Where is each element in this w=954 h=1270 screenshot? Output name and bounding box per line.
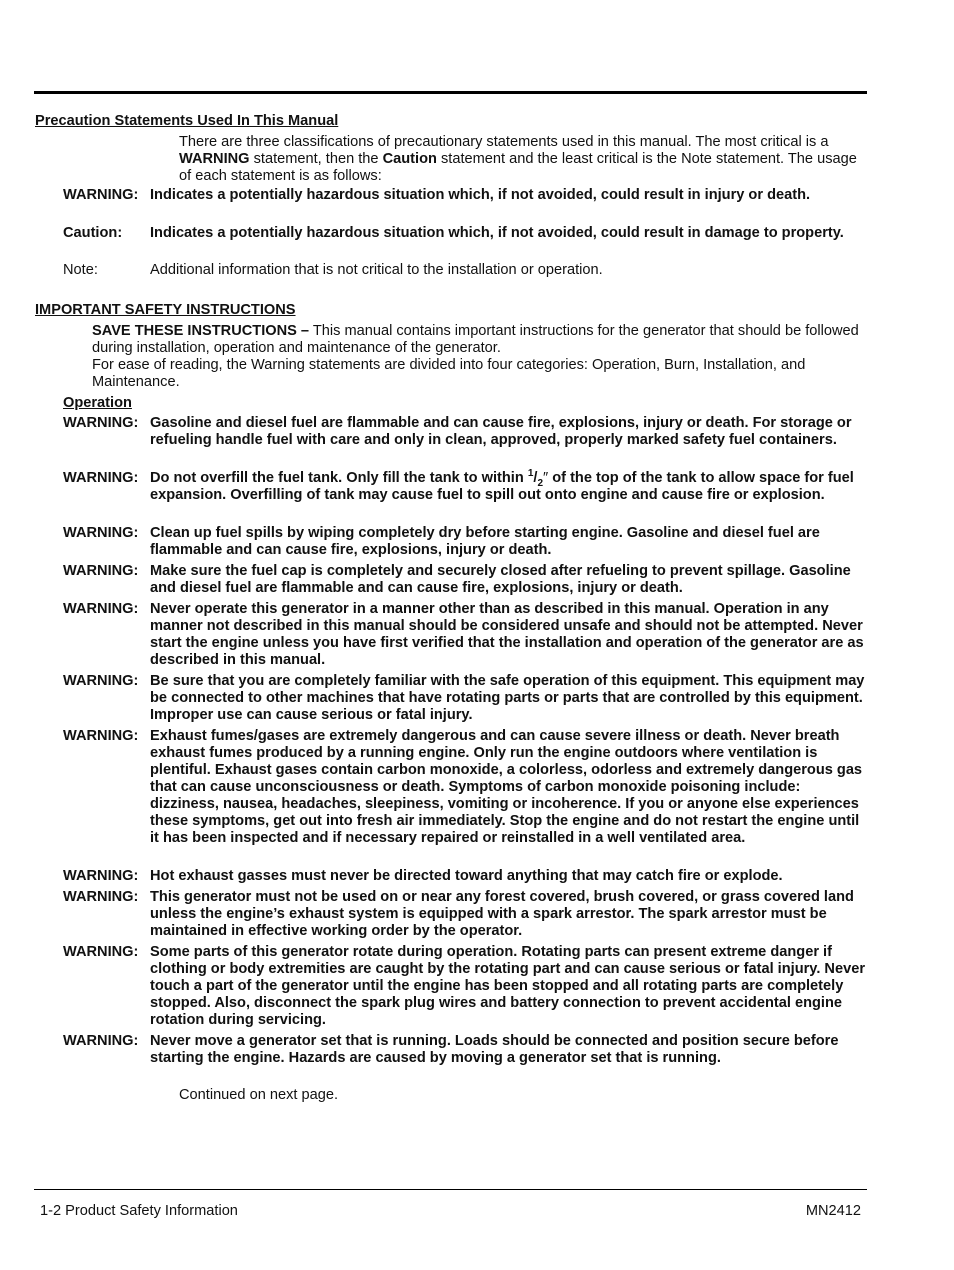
- warning-label: WARNING:: [63, 1033, 139, 1049]
- warning-item: [63, 673, 867, 724]
- warning-text: Be sure that you are completely familiar with the safe operation of this equipment. This equipment may be connected to other machines that have rotating parts or parts that are controlled by this equipment. Improper use can cause serious or fatal injury.: [150, 673, 865, 723]
- warning-item: [63, 525, 867, 559]
- warning-text: Exhaust fumes/gases are extremely dangerous and can cause severe illness or death. Never breath exhaust fumes produced by a running engine. Only run the engine outdoors where ventilation is plentiful. Exhaust gases contain carbon monoxide, a colorless, odorless and extremely dangerous gas that can cause unconsciousness or death. Symptoms of carbon monoxide poisoning include: dizziness, nausea, headaches, sleepiness, vomiting or incoherence. If you or anyone else experiences these symptoms, get out into fresh air immediately. Stop the engine and do not restart the engine until it has been inspected and if necessary repaired or reinstalled in a well ventilated area.: [150, 728, 863, 846]
- warning-label: WARNING:: [63, 470, 139, 486]
- warning-label: WARNING:: [63, 889, 139, 905]
- footer-page-label: 1-2 Product Safety Information: [40, 1203, 238, 1219]
- warning-text: This generator must not be used on or near any forest covered, brush covered, or grass covered land unless the engine’s exhaust system is equipped with a spark arrestor. The spark arrestor must be maintained in effective working order by the operator.: [150, 889, 854, 939]
- warning-item: [63, 889, 867, 940]
- top-rule: [34, 91, 867, 94]
- definition-label: Caution:: [63, 225, 123, 241]
- warning-label: WARNING:: [63, 673, 139, 689]
- definition-warning: [63, 187, 867, 204]
- warning-label: WARNING:: [63, 563, 139, 579]
- definition-label: WARNING:: [63, 187, 139, 203]
- warning-item: [63, 1033, 867, 1067]
- warning-item: [63, 728, 867, 847]
- fraction-denominator: 2: [537, 477, 544, 489]
- warning-item: [63, 944, 867, 1029]
- footer-document-number: MN2412: [805, 1203, 861, 1219]
- warning-label: WARNING:: [63, 728, 139, 744]
- definition-label: Note:: [63, 262, 98, 278]
- warning-label: WARNING:: [63, 525, 139, 541]
- definition-text: Indicates a potentially hazardous situation which, if not avoided, could result in damage to property.: [150, 225, 844, 241]
- ease-of-reading-paragraph: For ease of reading, the Warning statements are divided into four categories: Operation, Burn, Installation, and Maintenance.: [92, 357, 806, 390]
- definition-note: [63, 262, 867, 279]
- section-heading-safety-instructions: IMPORTANT SAFETY INSTRUCTIONS: [35, 302, 296, 318]
- warning-text: Gasoline and diesel fuel are flammable and can cause fire, explosions, injury or death. For storage or refueling handle fuel with care and only in clean, approved, properly marked safety fuel containers.: [150, 415, 852, 448]
- warning-text: Clean up fuel spills by wiping completely dry before starting engine. Gasoline and diesel fuel are flammable and can cause fire, explosions, injury or death.: [150, 525, 820, 558]
- save-instructions-paragraph: SAVE THESE INSTRUCTIONS – This manual contains important instructions for the generator that should be followed during installation, operation and maintenance of the generator.: [92, 323, 859, 356]
- subheading-operation: Operation: [63, 395, 132, 411]
- warning-text: Never move a generator set that is running. Loads should be connected and position secure before starting the engine. Hazards are caused by moving a generator set that is running.: [150, 1033, 839, 1066]
- definition-text: Additional information that is not critical to the installation or operation.: [150, 262, 603, 278]
- warning-item: [63, 868, 867, 885]
- definition-caution: [63, 225, 867, 242]
- warning-label: WARNING:: [63, 944, 139, 960]
- fraction-numerator: 1: [527, 468, 534, 480]
- warning-item: [63, 601, 867, 669]
- warning-label: WARNING:: [63, 601, 139, 617]
- section-heading-precautions: Precaution Statements Used In This Manual: [35, 113, 339, 129]
- warning-text: Hot exhaust gasses must never be directed toward anything that may catch fire or explode.: [150, 868, 783, 884]
- warning-label: WARNING:: [63, 415, 139, 431]
- warning-item: [63, 415, 867, 449]
- warning-text: Make sure the fuel cap is completely and securely closed after refueling to prevent spillage. Gasoline and diesel fuel are flammable and can cause fire, explosions, injury or death.: [150, 563, 851, 596]
- precaution-intro: There are three classifications of precautionary statements used in this manual. The most critical is a WARNING statement, then the Caution statement and the least critical is the Note statement. The usage of each statement is as follows:: [179, 134, 857, 184]
- warning-item: [63, 470, 867, 504]
- warning-text: Never operate this generator in a manner other than as described in this manual. Operation in any manner not described in this manual should be considered unsafe and should not be attempted. Never start the engine unless you have first verified that the installation and operation of the generator are as described in this manual.: [150, 601, 864, 668]
- warning-label: WARNING:: [63, 868, 139, 884]
- warning-text: Do not overfill the fuel tank. Only fill the tank to within $^1/_2''$ of the top of the tank to allow space for fuel expansion. Overfilling of tank may cause fuel to spill out onto engine and cause fire or explosion.: [150, 468, 854, 503]
- continued-note: Continued on next page.: [179, 1087, 339, 1103]
- definition-text: Indicates a potentially hazardous situation which, if not avoided, could result in injury or death.: [150, 187, 811, 203]
- bottom-rule: [34, 1189, 867, 1190]
- warning-item: [63, 563, 867, 597]
- warning-text: Some parts of this generator rotate during operation. Rotating parts can present extreme danger if clothing or body extremities are caught by the rotating part and can cause serious or fatal injury. Never touch a part of the generator until the engine has been stopped and all rotating parts are completely stopped. Also, disconnect the spark plug wires and battery connection to prevent accidental engine rotation during servicing.: [150, 944, 866, 1028]
